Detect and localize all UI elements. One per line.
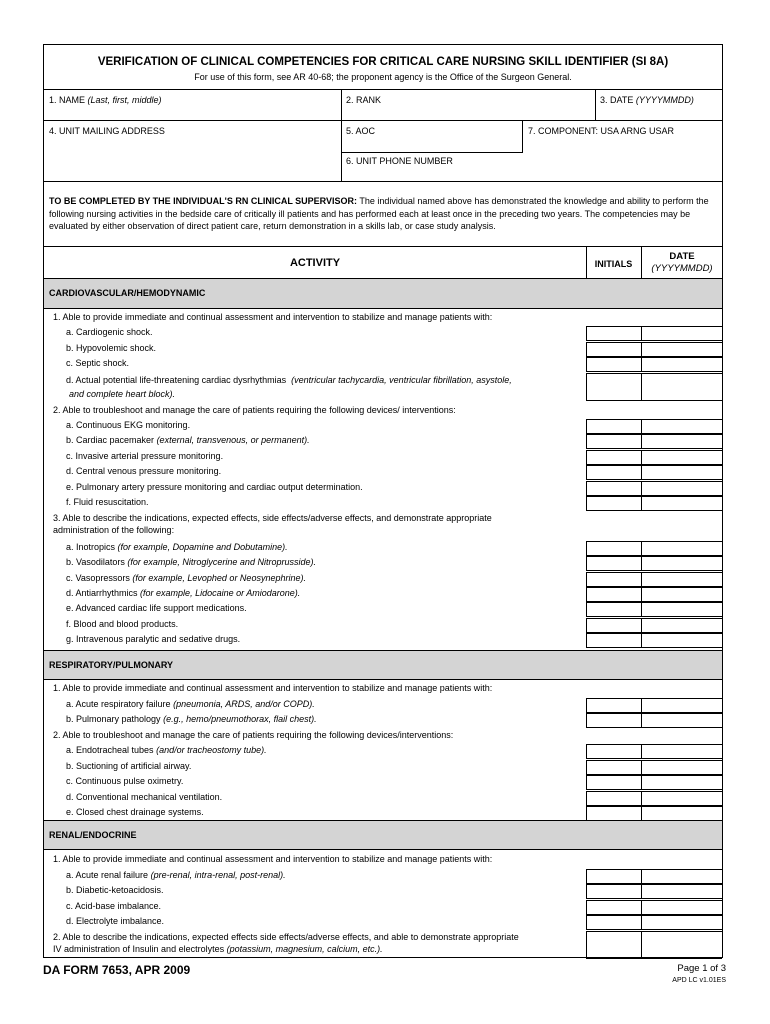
cardio-q3: 3. Able to describe the indications, expected effects, side effects/adverse effects, and demonstrate appropriate <box>53 513 492 523</box>
initials-cell[interactable] <box>586 556 642 571</box>
cardio-q2: 2. Able to troubleshoot and manage the care of patients requiring the following devices/ interventions: <box>53 405 456 415</box>
initials-cell[interactable] <box>586 775 642 790</box>
form-title: VERIFICATION OF CLINICAL COMPETENCIES FOR CRITICAL CARE NURSING SKILL IDENTIFIER (SI 8A) <box>97 56 669 68</box>
initials-cell[interactable] <box>586 884 642 899</box>
initials-cell[interactable] <box>586 806 642 821</box>
date-cell[interactable] <box>641 556 722 571</box>
aoc-field[interactable]: 5. AOC <box>346 126 376 136</box>
initials-cell[interactable] <box>586 465 642 480</box>
date-cell[interactable] <box>641 419 722 434</box>
renal-q1: 1. Able to provide immediate and continual assessment and intervention to stabilize and manage patients with: <box>53 854 493 864</box>
date-cell[interactable] <box>641 572 722 587</box>
component-field[interactable]: 7. COMPONENT: USA ARNG USAR <box>528 126 675 136</box>
date-cell[interactable] <box>641 618 722 633</box>
date-cell[interactable] <box>641 698 722 713</box>
date-field[interactable]: 3. DATE (YYYYMMDD) <box>600 95 694 105</box>
initials-cell[interactable] <box>586 572 642 587</box>
initials-cell[interactable] <box>586 760 642 775</box>
initials-cell[interactable] <box>586 931 642 959</box>
resp-q2a: a. Endotracheal tubes (and/or tracheostomy tube). <box>66 745 267 755</box>
cardio-q3b: b. Vasodilators (for example, Nitroglycerine and Nitroprusside). <box>66 557 316 567</box>
initials-cell[interactable] <box>586 373 642 401</box>
date-cell[interactable] <box>641 481 722 496</box>
cardio-q1a: a. Cardiogenic shock. <box>66 327 153 337</box>
date-cell[interactable] <box>641 465 722 480</box>
date-cell[interactable] <box>641 775 722 790</box>
cardio-q2e: e. Pulmonary artery pressure monitoring and cardiac output determination. <box>66 482 363 492</box>
date-cell[interactable] <box>641 931 722 959</box>
date-cell[interactable] <box>641 326 722 341</box>
initials-cell[interactable] <box>586 326 642 341</box>
date-cell[interactable] <box>641 915 722 930</box>
date-cell[interactable] <box>641 541 722 556</box>
initials-cell[interactable] <box>586 869 642 884</box>
cardio-q1: 1. Able to provide immediate and continual assessment and intervention to stabilize and manage patients with: <box>53 312 493 322</box>
initials-header: INITIALS <box>594 259 633 269</box>
initials-cell[interactable] <box>586 481 642 496</box>
renal-q1b: b. Diabetic-ketoacidosis. <box>66 885 164 895</box>
date-cell[interactable] <box>641 744 722 759</box>
section-cardiovascular: CARDIOVASCULAR/HEMODYNAMIC <box>44 278 722 309</box>
initials-cell[interactable] <box>586 587 642 602</box>
renal-q1c: c. Acid-base imbalance. <box>66 901 162 911</box>
cardio-q3d: d. Antiarrhythmics (for example, Lidocaine or Amiodarone). <box>66 588 301 598</box>
cardio-q2d: d. Central venous pressure monitoring. <box>66 466 222 476</box>
resp-q2d: d. Conventional mechanical ventilation. <box>66 792 223 802</box>
renal-q1a: a. Acute renal failure (pre-renal, intra-renal, post-renal). <box>66 870 286 880</box>
initials-cell[interactable] <box>586 744 642 759</box>
date-cell[interactable] <box>641 434 722 449</box>
form-id: DA FORM 7653, APR 2009 <box>43 963 191 977</box>
cardio-q3c: c. Vasopressors (for example, Levophed or Neosynephrine). <box>66 573 306 583</box>
supervisor-instructions: TO BE COMPLETED BY THE INDIVIDUAL'S RN CLINICAL SUPERVISOR: The individual named above has demonstrated the knowledge and ability to perform the following nursing activities in the bedside care of critically ill patients and has performed each at least once in the preceding two years. The competencies may be evaluated by either observation of direct patient care, return demonstration in a skills lab, or case study analysis. <box>49 196 709 231</box>
initials-cell[interactable] <box>586 618 642 633</box>
initials-cell[interactable] <box>586 357 642 372</box>
date-cell[interactable] <box>641 806 722 821</box>
date-cell[interactable] <box>641 602 722 617</box>
cardio-q1d: d. Actual potential life-threatening cardiac dysrhythmias (ventricular tachycardia, ventricular fibrillation, asystole, <box>66 375 512 385</box>
resp-q1a: a. Acute respiratory failure (pneumonia, ARDS, and/or COPD). <box>66 699 315 709</box>
cardio-q1c: c. Septic shock. <box>66 358 130 368</box>
cardio-q3f: f. Blood and blood products. <box>66 619 179 629</box>
date-cell[interactable] <box>641 760 722 775</box>
resp-q1b: b. Pulmonary pathology (e.g., hemo/pneumothorax, flail chest). <box>66 714 317 724</box>
activity-header: ACTIVITY <box>289 257 341 269</box>
renal-q2-cont: IV administration of Insulin and electrolytes (potassium, magnesium, calcium, etc.). <box>53 944 383 954</box>
date-cell[interactable] <box>641 791 722 806</box>
cardio-q2c: c. Invasive arterial pressure monitoring. <box>66 451 224 461</box>
date-cell[interactable] <box>641 869 722 884</box>
date-cell[interactable] <box>641 900 722 915</box>
rank-field[interactable]: 2. RANK <box>346 95 382 105</box>
resp-q2e: e. Closed chest drainage systems. <box>66 807 204 817</box>
cardio-q2f: f. Fluid resuscitation. <box>66 497 149 507</box>
date-cell[interactable] <box>641 357 722 372</box>
date-cell[interactable] <box>641 884 722 899</box>
date-cell[interactable] <box>641 713 722 728</box>
page-info: Page 1 of 3 APD LC v1.01ES <box>672 963 726 984</box>
date-cell[interactable] <box>641 587 722 602</box>
name-field[interactable]: 1. NAME (Last, first, middle) <box>49 95 162 105</box>
renal-q1d: d. Electrolyte imbalance. <box>66 916 165 926</box>
initials-cell[interactable] <box>586 434 642 449</box>
initials-cell[interactable] <box>586 900 642 915</box>
date-header: DATE <box>669 251 695 262</box>
initials-cell[interactable] <box>586 419 642 434</box>
initials-cell[interactable] <box>586 698 642 713</box>
unit-phone-field[interactable]: 6. UNIT PHONE NUMBER <box>346 156 453 166</box>
section-renal: RENAL/ENDOCRINE <box>44 820 722 850</box>
form-frame <box>43 44 723 958</box>
date-cell[interactable] <box>641 373 722 401</box>
cardio-q3-cont: administration of the following: <box>53 525 175 535</box>
date-cell[interactable] <box>641 633 722 648</box>
initials-cell[interactable] <box>586 915 642 930</box>
unit-address-field[interactable]: 4. UNIT MAILING ADDRESS <box>49 126 165 136</box>
date-cell[interactable] <box>641 450 722 465</box>
date-cell[interactable] <box>641 496 722 511</box>
section-respiratory: RESPIRATORY/PULMONARY <box>44 650 722 680</box>
date-cell[interactable] <box>641 342 722 357</box>
cardio-q2a: a. Continuous EKG monitoring. <box>66 420 191 430</box>
initials-cell[interactable] <box>586 713 642 728</box>
initials-cell[interactable] <box>586 602 642 617</box>
cardio-q3a: a. Inotropics (for example, Dopamine and Dobutamine). <box>66 542 288 552</box>
initials-cell[interactable] <box>586 496 642 511</box>
initials-cell[interactable] <box>586 633 642 648</box>
form-subtitle: For use of this form, see AR 40-68; the proponent agency is the Office of the Surgeon General. <box>194 72 572 82</box>
cardio-q3e: e. Advanced cardiac life support medications. <box>66 603 247 613</box>
initials-cell[interactable] <box>586 791 642 806</box>
renal-q2: 2. Able to describe the indications, expected effects side effects/adverse effects, and able to demonstrate appropriate <box>53 932 519 942</box>
resp-q2: 2. Able to troubleshoot and manage the care of patients requiring the following devices/interventions: <box>53 730 454 740</box>
cardio-q2b: b. Cardiac pacemaker (external, transvenous, or permanent). <box>66 435 310 445</box>
resp-q2c: c. Continuous pulse oximetry. <box>66 776 184 786</box>
initials-cell[interactable] <box>586 342 642 357</box>
date-header-hint: (YYYYMMDD) <box>651 263 713 274</box>
cardio-q3g: g. Intravenous paralytic and sedative drugs. <box>66 634 241 644</box>
resp-q1: 1. Able to provide immediate and continual assessment and intervention to stabilize and manage patients with: <box>53 683 493 693</box>
resp-q2b: b. Suctioning of artificial airway. <box>66 761 192 771</box>
initials-cell[interactable] <box>586 541 642 556</box>
cardio-q1d-cont: and complete heart block). <box>69 389 176 399</box>
cardio-q1b: b. Hypovolemic shock. <box>66 343 157 353</box>
initials-cell[interactable] <box>586 450 642 465</box>
